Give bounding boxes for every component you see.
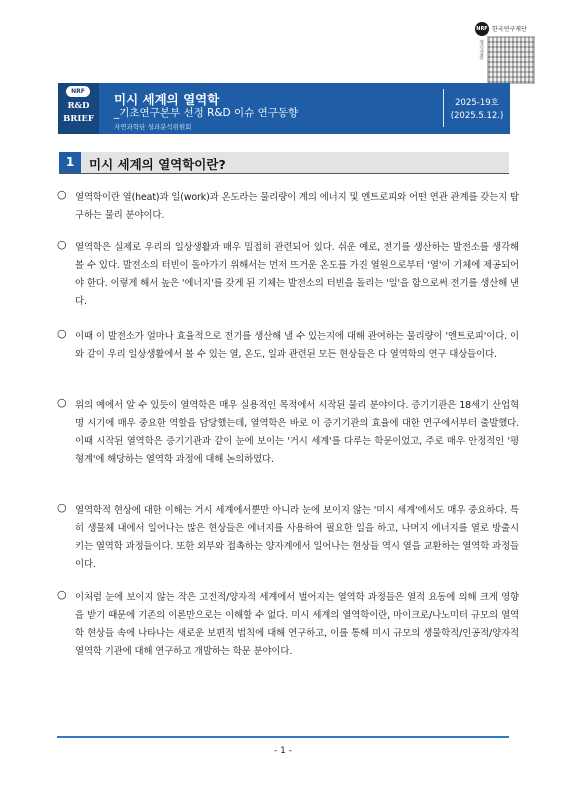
paragraph <box>57 502 519 574</box>
bullet-icon: ○ <box>57 327 67 340</box>
verification-stamp <box>473 18 533 84</box>
bullet-icon: ○ <box>57 396 67 409</box>
paragraph-text: 열역학적 현상에 대한 이해는 거시 세계에서뿐만 아니라 눈에 보이지 않는 '미시 세계'에서도 매우 중요하다. 특히 생물체 내에서 일어나는 많은 현상들은 에너지를 사용하여 필요한 일을 하고, 나머지 에너지를 열로 방출시키는 열역학 과정들이다. 또한 외부와 접촉하는 양자계에서 일어나는 현상들 역시 열을 교환하는 열역학 과정들이다. <box>75 505 519 570</box>
stamp-side-text: 정식검증 <box>478 40 484 60</box>
section-title: 미시 세계의 열역학이란? <box>89 157 226 172</box>
paragraph <box>57 589 519 661</box>
brief-header <box>58 83 510 134</box>
bullet-icon: ○ <box>57 501 67 514</box>
header-org: 자연과학단 성과분석위원회 <box>114 123 192 131</box>
issue-number: 2025-19호 <box>455 98 499 108</box>
qr-code-image <box>487 36 535 84</box>
paragraph <box>57 328 519 364</box>
paragraph-text: 열역학은 실제로 우리의 일상생활과 매우 밀접히 관련되어 있다. 쉬운 예로, 전기를 생산하는 발전소를 생각해 볼 수 있다. 발전소의 터빈이 돌아가기 위해서는 먼저 뜨거운 온도를 가진 열원으로부터 '열'이 기체에 제공되어야 한다. 이렇게 해서 높은 '에너지'를 갖게 된 기체는 발전소의 터빈을 돌리는 '일'을 함으로써 전기를 생산해 낸다. <box>75 242 519 307</box>
paragraph <box>57 397 519 469</box>
badge-line2: BRIEF <box>63 114 94 124</box>
header-divider <box>443 89 444 127</box>
header-subtitle: _기초연구본부 선정 R&D 이슈 연구동향 <box>114 107 299 119</box>
section-number: 1 <box>59 152 81 173</box>
paragraph-text: 이처럼 눈에 보이지 않는 작은 고전적/양자적 세계에서 벌어지는 열역학 과정들은 열적 요동에 의해 크게 영향을 받기 때문에 기존의 이론만으로는 이해할 수 없다. 미시 세계의 열역학이란, 마이크로/나노미터 규모의 열역학 현상들 속에 나타나는 새로운 보편적 법칙에 대해 연구하고, 이를 통해 미시 규모의 생물학적/인공적/양자적 열역학 기관에 대해 연구하고 개발하는 학문 분야이다. <box>75 592 519 657</box>
paragraph-text: 이때 이 발전소가 얼마나 효율적으로 전기를 생산해 낼 수 있는지에 대해 관여하는 물리량이 '엔트로피'이다. 이와 같이 우리 일상생활에서 볼 수 있는 열, 온도, 일과 관련된 모든 현상들은 다 열역학의 연구 대상들이다. <box>75 331 519 360</box>
footer-divider <box>57 736 509 738</box>
paragraph <box>57 239 519 311</box>
issue-date: (2025.5.12.) <box>450 111 504 121</box>
bullet-icon: ○ <box>57 238 67 251</box>
bullet-icon: ○ <box>57 588 67 601</box>
nrf-logo-icon: NRF <box>475 22 489 36</box>
stamp-org-text: 한국연구재단 <box>492 26 527 33</box>
bullet-icon: ○ <box>57 188 67 201</box>
page-number: - 1 - <box>274 746 292 756</box>
section-heading <box>59 152 509 174</box>
paragraph-text: 열역학이란 열(heat)과 일(work)과 온도라는 물리량이 계의 에너지 및 엔트로피와 어떤 연관 관계를 갖는지 탐구하는 물리 분야이다. <box>75 192 519 221</box>
rd-brief-badge <box>58 83 99 134</box>
paragraph-text: 위의 예에서 알 수 있듯이 열역학은 매우 실용적인 목적에서 시작된 물리 분야이다. 증기기관은 18세기 산업혁명 시기에 매우 중요한 역할을 담당했는데, 열역학은 바로 이 증기기관의 효율에 대한 연구에서부터 출발했다. 이때 시작된 열역학은 증기기관과 같이 눈에 보이는 '거시 세계'를 다루는 학문이었고, 주로 매우 안정적인 '평형계'에 해당하는 열역학 과정에 대해 논의하였다. <box>75 400 519 465</box>
badge-line1: R&D <box>67 101 90 111</box>
paragraph <box>57 189 519 225</box>
nrf-badge-logo-icon: NRF <box>66 86 90 97</box>
header-title: 미시 세계의 열역학 <box>114 92 220 107</box>
